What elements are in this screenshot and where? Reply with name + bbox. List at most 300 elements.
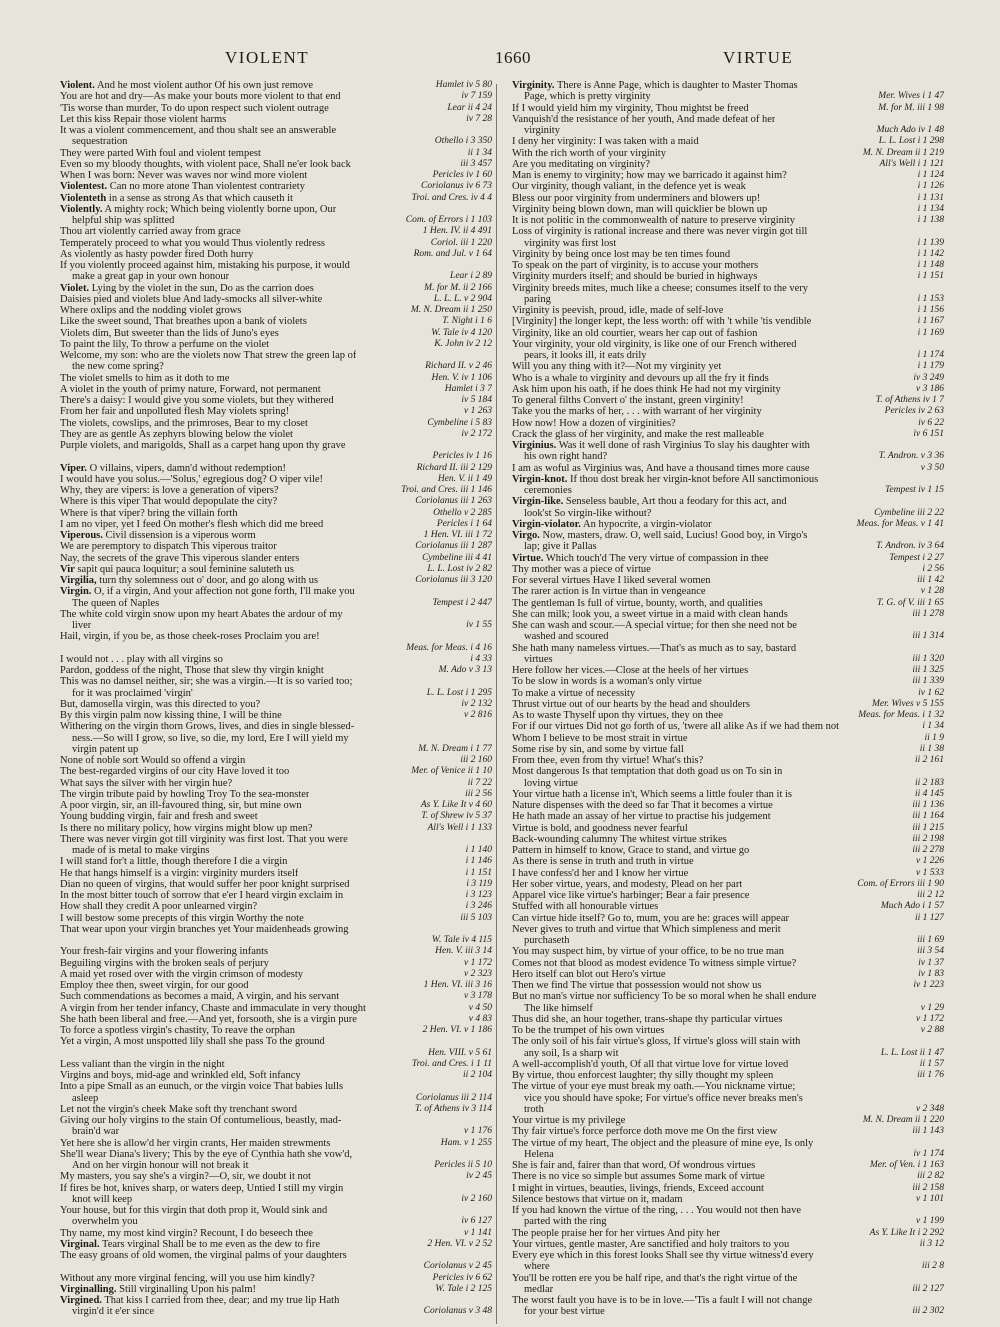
entry-quote: [512, 474, 818, 485]
running-head-left: VIOLENT: [225, 48, 310, 67]
concordance-entry: [60, 271, 492, 282]
citation: iv 6 127: [458, 1216, 492, 1227]
concordance-entry: [512, 755, 944, 766]
quote-text: She hath many nameless virtues.—That's as much as to say, bastard: [512, 642, 797, 654]
entry-quote: [60, 339, 269, 350]
concordance-entry: [512, 1183, 944, 1194]
citation: Cymbeline iii 4 41: [419, 553, 492, 564]
quote-text: medlar: [524, 1283, 554, 1295]
entry-quote: [512, 249, 730, 260]
entry-quote: [60, 193, 293, 204]
concordance-entry: [512, 226, 944, 237]
entry-quote: [60, 1171, 311, 1182]
quote-text: We are peremptory to dispatch This viperous traitor: [60, 541, 277, 553]
quote-text: Then we find The virtue that possession would not show us: [512, 980, 762, 991]
concordance-entry: [512, 103, 944, 114]
citation: Troi. and Cres. i 1 11: [409, 1059, 492, 1070]
entry-quote: [60, 271, 229, 282]
concordance-entry: [512, 519, 944, 530]
entry-quote: [512, 316, 811, 327]
page-header: [60, 40, 950, 76]
quote-text: Like the sweet sound, That breathes upon a bank of violets: [60, 316, 307, 328]
citation: i 1 124: [915, 170, 944, 181]
concordance-entry: [60, 1149, 492, 1160]
citation: Coriolanus iii 1 263: [412, 496, 492, 507]
entry-quote: [60, 609, 343, 620]
concordance-entry: [512, 1149, 944, 1160]
concordance-entry: [60, 148, 492, 159]
quote-text: The virtue of my heart, The object and the pleasure of mine eye, Is only: [512, 1137, 814, 1149]
citation: Pericles i 1 64: [434, 519, 492, 530]
entry-quote: [512, 159, 650, 170]
entry-quote: [512, 958, 796, 969]
citation: Lear i 2 89: [447, 271, 492, 282]
concordance-entry: [60, 1216, 492, 1227]
concordance-entry: [512, 620, 944, 631]
quote-text: Ask him upon his oath, if he does think He had not my virginity: [512, 383, 781, 395]
citation: All's Well i 1 121: [877, 159, 945, 170]
citation: Lear ii 4 24: [444, 103, 492, 114]
entry-quote: [60, 463, 286, 474]
quote-text: pears, it looks ill, it eats drily: [524, 350, 647, 361]
headword: Virginity.: [512, 80, 555, 91]
citation: i 2 56: [919, 564, 944, 575]
concordance-entry: [512, 586, 944, 597]
citation: iii 1 314: [909, 631, 944, 642]
citation: iv 2 45: [463, 1171, 492, 1182]
citation: ii 1 9: [921, 733, 944, 744]
citation: K. John iv 2 12: [431, 339, 492, 350]
entry-quote: [60, 80, 313, 91]
concordance-entry: [60, 631, 492, 642]
quote-text: Senseless bauble, Art thou a feodary for this act, and: [565, 496, 787, 508]
citation: Othello v 2 285: [430, 508, 492, 519]
entry-quote: [512, 283, 808, 294]
entry-quote: [60, 294, 322, 305]
headword: Virgin-violator.: [512, 518, 581, 530]
citation: As Y. Like It i 2 292: [867, 1228, 944, 1239]
concordance-entry: [512, 136, 944, 147]
quote-text: But, damosella virgin, was this directed to you?: [60, 698, 261, 710]
entry-quote: [60, 474, 323, 485]
concordance-entry: [512, 845, 944, 856]
citation: Mer. Wives v 5 155: [869, 699, 944, 710]
entry-quote: [60, 328, 279, 339]
quote-text: made of is metal to make virgins: [72, 845, 210, 856]
citation: v 4 50: [466, 1003, 492, 1014]
entry-quote: [60, 553, 299, 564]
citation: Tempest i 2 447: [429, 598, 492, 609]
entry-quote: [512, 136, 699, 147]
entry-quote: [512, 1115, 625, 1126]
concordance-entry: [60, 688, 492, 699]
quote-text: But no man's virtue nor sufficiency To be so moral when he shall endure: [512, 991, 817, 1003]
concordance-entry: [512, 350, 944, 361]
citation: ii 1 34: [465, 148, 492, 159]
quote-text: The like himself: [524, 1002, 593, 1014]
quote-text: in a sense as strong As that which causeth it: [108, 192, 293, 204]
citation: i 3 246: [463, 901, 492, 912]
entry-quote: [512, 564, 651, 575]
citation: i 1 151: [915, 271, 944, 282]
entry-quote: [512, 170, 787, 181]
quote-text: None of noble sort Would so offend a virgin: [60, 755, 246, 766]
entry-quote: [60, 1194, 132, 1205]
entry-quote: [512, 215, 795, 226]
concordance-entry: [512, 733, 944, 744]
concordance-entry: [60, 1273, 492, 1284]
concordance-entry: [512, 1003, 944, 1014]
quote-text: virtues: [524, 653, 553, 665]
citation: Mer. of Ven. i 1 163: [867, 1160, 944, 1171]
quote-text: Page, which is pretty virginity: [524, 91, 651, 103]
quote-text: Even so my bloody thoughts, with violent pace, Shall ne'er look back: [60, 158, 351, 170]
quote-text: She can wash and scour.—A special virtue; for then she need not be: [512, 620, 797, 631]
entry-quote: [60, 688, 193, 699]
quote-text: From thee, even from thy virtue! What's this?: [512, 755, 704, 766]
concordance-entry: [512, 879, 944, 890]
entry-quote: [60, 159, 351, 170]
concordance-entry: [512, 283, 944, 294]
concordance-entry: [512, 485, 944, 496]
quote-text: Now, masters, draw. O, well said, Lucius! Good boy, in Virgo's: [542, 530, 808, 541]
entry-quote: [60, 1250, 347, 1261]
concordance-entry: [60, 1194, 492, 1205]
entry-quote: [512, 193, 760, 204]
concordance-entry: [60, 294, 492, 305]
citation: i 3 123: [463, 890, 492, 901]
entry-quote: [60, 620, 91, 631]
citation: i 1 34: [919, 721, 944, 732]
citation: Mer. Wives i 1 47: [875, 91, 944, 102]
entry-quote: [512, 1284, 553, 1295]
quote-text: An hypocrite, a virgin-violator: [582, 518, 712, 530]
quote-text: paring: [524, 293, 551, 305]
citation: T. Andron. iv 3 64: [873, 541, 944, 552]
quote-text: Welcome, my son: who are the violets now That strew the green lap of: [60, 350, 357, 361]
entry-quote: [512, 1093, 803, 1104]
entry-quote: [60, 699, 260, 710]
quote-text: Tears virginal Shall be to me even as the dew to fire: [102, 1238, 321, 1250]
left-column: [60, 80, 492, 1318]
citation: 1 Hen. IV. ii 4 491: [420, 226, 492, 237]
citation: iv 1 55: [463, 620, 492, 631]
quote-text: Daisies pied and violets blue And lady-smocks all silver-white: [60, 293, 323, 305]
citation: v 3 178: [461, 991, 492, 1002]
entry-quote: [60, 654, 223, 665]
entry-quote: [512, 328, 757, 339]
quote-text: When I was born: Never was waves nor wind more violent: [60, 170, 308, 181]
quote-text: ness.—So will I grow, so live, so die, my lord, Ere I will yield my: [72, 732, 349, 744]
citation: Hamlet i 3 7: [442, 384, 492, 395]
concordance-entry: [512, 1138, 944, 1149]
citation: i 1 167: [915, 316, 944, 327]
entry-quote: [512, 271, 757, 282]
quote-text: washed and scoured: [524, 631, 609, 643]
concordance-entry: [512, 1273, 944, 1284]
entry-quote: [60, 733, 349, 744]
quote-text: As violently as hasty powder fired Doth hurry: [60, 248, 254, 260]
quote-text: Her sober virtue, years, and modesty, Plead on her part: [512, 878, 743, 890]
quote-text: There is no vice so simple but assumes Some mark of virtue: [512, 1171, 765, 1183]
quote-text: his own right hand?: [524, 451, 608, 463]
entry-quote: [60, 1036, 325, 1047]
citation: v 1 29: [918, 1003, 944, 1014]
quote-text: sapit qui pauca loquitur; a soul feminine saluteth us: [77, 563, 294, 575]
quote-text: Virginity being blown down, man will quicklier be blown up: [512, 203, 768, 215]
quote-text: Virginity is peevish, proud, idle, made of self-love: [512, 305, 724, 316]
entry-quote: [60, 710, 282, 721]
quote-text: lap; give it Pallas: [524, 541, 597, 553]
concordance-entry: [512, 114, 944, 125]
quote-text: for your best virtue: [524, 1306, 605, 1318]
quote-text: To be slow in words is a woman's only virtue: [512, 676, 702, 688]
concordance-entry: [60, 260, 492, 271]
citation: iii 1 42: [914, 575, 944, 586]
entry-quote: [512, 463, 810, 474]
concordance-entry: [512, 1115, 944, 1126]
citation: All's Well i 1 133: [425, 823, 493, 834]
concordance-entry: [60, 868, 492, 879]
entry-quote: [60, 249, 253, 260]
quote-text: Your virtues, gentle master, Are sanctified and holy traitors to you: [512, 1238, 790, 1250]
citation: iii 1 278: [909, 609, 944, 620]
entry-quote: [60, 823, 313, 834]
citation: i 4 33: [467, 654, 492, 665]
quote-text: make a great gap in your own honour: [72, 271, 230, 283]
concordance-entry: [60, 1205, 492, 1216]
headword: Virgo.: [512, 530, 540, 541]
citation: T. of Athens iv 1 7: [873, 395, 944, 406]
citation: iii 1 320: [909, 654, 944, 665]
quote-text: Virgins and boys, mid-age and wrinkled eld, Soft infancy: [60, 1070, 301, 1081]
entry-quote: [512, 823, 688, 834]
concordance-entry: [512, 406, 944, 417]
entry-quote: [512, 418, 676, 429]
quote-text: You'll be rotten ere you be half ripe, and that's the right virtue of the: [512, 1272, 798, 1284]
concordance-entry: [60, 1081, 492, 1092]
concordance-entry: [60, 811, 492, 822]
entry-quote: [512, 485, 572, 496]
concordance-entry: [60, 1003, 492, 1014]
quote-text: Can virtue hide itself? Go to, mum, you are he: graces will appear: [512, 912, 789, 924]
citation: i 1 126: [915, 181, 944, 192]
concordance-entry: [512, 125, 944, 136]
concordance-entry: [512, 744, 944, 755]
concordance-entry: [60, 924, 492, 935]
citation: ii 1 127: [912, 913, 944, 924]
entry-quote: [512, 114, 775, 125]
concordance-entry: [60, 204, 492, 215]
concordance-entry: [60, 226, 492, 237]
citation: Hen. V. ii 1 49: [435, 474, 492, 485]
entry-quote: [512, 350, 646, 361]
quote-text: Whom I believe to be most strait in virtue: [512, 732, 688, 744]
citation: v 3 50: [918, 463, 944, 474]
quote-text: I am as woful as Virginius was, And have a thousand times more cause: [512, 462, 810, 474]
entry-quote: [60, 1059, 225, 1070]
quote-text: Thou art violently carried away from grace: [60, 226, 241, 238]
concordance-entry: [512, 980, 944, 991]
entry-quote: [60, 901, 257, 912]
concordance-entry: [512, 969, 944, 980]
concordance-entry: [60, 1160, 492, 1171]
concordance-entry: [60, 485, 492, 496]
citation: Coriolanus iii 2 114: [413, 1093, 492, 1104]
quote-text: Your virginity, your old virginity, is like one of our French withered: [512, 338, 797, 350]
entry-quote: [60, 958, 269, 969]
quote-text: You may suspect him, by virtue of your office, to be no true man: [512, 946, 784, 958]
entry-quote: [512, 1295, 812, 1306]
concordance-entry: [60, 440, 492, 451]
quote-text: Some rise by sin, and some by virtue fall: [512, 743, 684, 755]
concordance-entry: [512, 1250, 944, 1261]
quote-text: If you violently proceed against him, mistaking his purpose, it would: [60, 260, 350, 271]
concordance-entry: [60, 1239, 492, 1250]
concordance-entry: [60, 350, 492, 361]
quote-text: The violets, cowslips, and the primroses, Bear to my closet: [60, 417, 308, 429]
entry-quote: [512, 181, 746, 192]
quote-text: Take you the marks of her, . . . with warrant of her virginity: [512, 406, 762, 418]
entry-quote: [60, 350, 356, 361]
concordance-entry: [60, 103, 492, 114]
concordance-entry: [512, 541, 944, 552]
concordance-entry: [512, 440, 944, 451]
citation: iii 2 12: [914, 890, 944, 901]
entry-quote: [60, 1025, 295, 1036]
concordance-entry: [512, 159, 944, 170]
entry-quote: [512, 778, 578, 789]
citation: Pericles iv 1 60: [430, 170, 492, 181]
citation: iii 2 302: [909, 1306, 944, 1317]
concordance-entry: [512, 946, 944, 957]
citation: iii 1 69: [914, 935, 944, 946]
quote-text: She'll wear Diana's livery; This by the eye of Cynthia hath she vow'd,: [60, 1148, 353, 1160]
concordance-entry: [512, 1239, 944, 1250]
entry-quote: [60, 631, 320, 642]
headword: Viperous.: [60, 530, 103, 541]
quote-text: sequestration: [72, 136, 128, 148]
concordance-entry: [60, 620, 492, 631]
concordance-entry: [60, 193, 492, 204]
entry-quote: [512, 91, 651, 102]
quote-text: Your virtue is my privilege: [512, 1115, 626, 1126]
concordance-entry: [512, 316, 944, 327]
quote-text: Our virginity, though valiant, in the defence yet is weak: [512, 181, 746, 193]
quote-text: liver: [72, 620, 92, 631]
entry-quote: [60, 1138, 330, 1149]
entry-quote: [60, 395, 334, 406]
citation: i 1 153: [915, 294, 944, 305]
quote-text: Pattern in himself to know, Grace to stand, and virtue go: [512, 845, 750, 856]
concordance-entry: [60, 1104, 492, 1115]
concordance-entry: [512, 553, 944, 564]
quote-text: Thrust virtue out of our hearts by the head and shoulders: [512, 698, 750, 710]
citation: iii 3 457: [457, 159, 492, 170]
citation: W. Tale iv 4 120: [428, 328, 492, 339]
entry-quote: [60, 361, 164, 372]
concordance-entry: [60, 1036, 492, 1047]
entry-quote: [512, 598, 763, 609]
quote-text: They were parted With foul and violent tempest: [60, 147, 261, 159]
citation: i 1 131: [915, 193, 944, 204]
entry-quote: [512, 226, 807, 237]
entry-quote: [512, 991, 816, 1002]
quote-text: There is Anne Page, which is daughter to Master Thomas: [556, 80, 798, 91]
citation: Richard II. v 2 46: [422, 361, 492, 372]
citation: Tempest i 2 27: [886, 553, 944, 564]
citation: iii 2 278: [909, 845, 944, 856]
concordance-entry: [60, 733, 492, 744]
citation: ii 7 22: [465, 778, 492, 789]
concordance-entry: [60, 890, 492, 901]
quote-text: Yet a virgin, A most unspotted lily shall she pass To the ground: [60, 1036, 325, 1048]
entry-quote: [512, 789, 792, 800]
citation: L. L. Lost i 1 298: [876, 136, 944, 147]
citation: L. L. L. v 2 904: [431, 294, 492, 305]
quote-text: Never gives to truth and virtue that Which simpleness and merit: [512, 923, 781, 935]
concordance-entry: [60, 238, 492, 249]
quote-text: As there is sense in truth and truth in virtue: [512, 856, 694, 868]
citation: Cymbeline iii 2 22: [871, 508, 944, 519]
entry-quote: [60, 913, 304, 924]
entry-quote: [60, 316, 307, 327]
entry-quote: [512, 1273, 797, 1284]
entry-quote: [512, 204, 767, 215]
concordance-entry: [512, 924, 944, 935]
concordance-entry: [60, 418, 492, 429]
entry-quote: [60, 1149, 352, 1160]
headword: Virgin-like.: [512, 496, 564, 508]
headword: Virginius.: [512, 440, 557, 451]
concordance-entry: [60, 1014, 492, 1025]
quote-text: I will stand for't a little, though therefore I die a virgin: [60, 856, 288, 868]
entry-quote: [60, 766, 289, 777]
citation: i 1 142: [915, 249, 944, 260]
entry-quote: [60, 721, 354, 732]
concordance-entry: [60, 991, 492, 1002]
concordance-entry: [60, 283, 492, 294]
concordance-entry: [60, 1250, 492, 1261]
concordance-entry: [60, 508, 492, 519]
quote-text: I might in virtues, beauties, livings, friends, Exceed account: [512, 1182, 764, 1194]
entry-quote: [60, 1216, 138, 1227]
quote-text: That kiss I carried from thee, dear; and my true lip Hath: [104, 1295, 340, 1306]
concordance-entry: [60, 339, 492, 350]
entry-quote: [512, 1070, 773, 1081]
concordance-entry: [512, 1093, 944, 1104]
citation: Coriolanus iii 3 120: [412, 575, 492, 586]
quote-text: A poor virgin, sir, an ill-favoured thing, sir, but mine own: [60, 800, 302, 811]
concordance-entry: [60, 305, 492, 316]
entry-quote: [512, 879, 742, 890]
concordance-entry: [512, 170, 944, 181]
concordance-entry: [512, 1205, 944, 1216]
entry-quote: [60, 91, 341, 102]
citation: iii 5 103: [457, 913, 492, 924]
entry-quote: [60, 541, 277, 552]
entry-quote: [512, 935, 569, 946]
entry-quote: [512, 643, 796, 654]
entry-quote: [512, 1194, 683, 1205]
entry-quote: [512, 980, 761, 991]
concordance-entry: [60, 553, 492, 564]
entry-quote: [512, 429, 764, 440]
citation: L. L. Lost ii 1 47: [878, 1048, 944, 1059]
quote-text: I have confess'd her and I know her virtue: [512, 867, 689, 879]
headword: Virtue.: [512, 552, 544, 564]
citation: ii 3 12: [917, 1239, 944, 1250]
